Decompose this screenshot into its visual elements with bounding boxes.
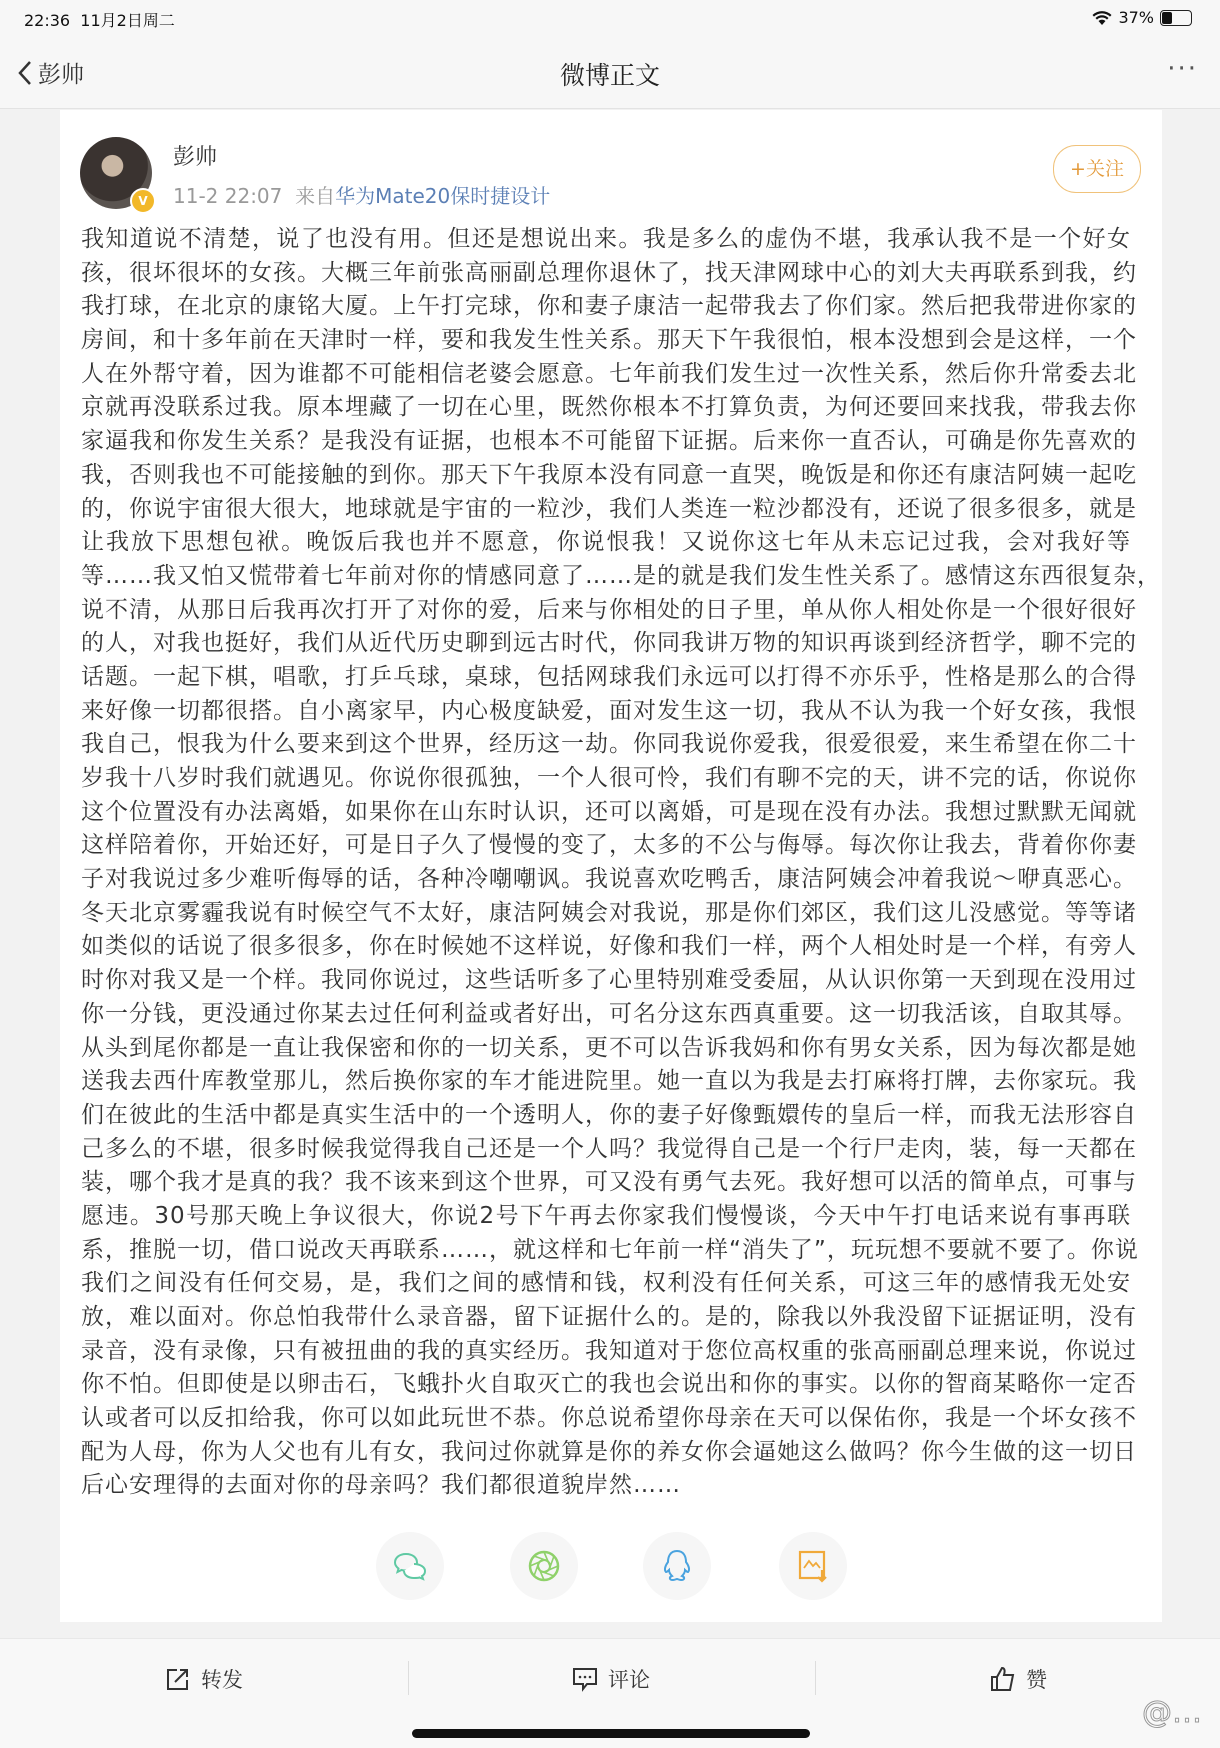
like-button[interactable] <box>990 1661 1047 1697</box>
post-text-line: 时你对我又是一个样。我同你说过，这些话听多了心里特别难受委屈，从认识你第一天到现在没用过 <box>81 967 1137 994</box>
post-text-line: 你不怕。但即使是以卵击石，飞蛾扑火自取灭亡的我也会说出和你的事实。以你的智商某略你一定否 <box>81 1371 1137 1398</box>
post-text-line: 我自己，恨我为什么要来到这个世界，经历这一劫。你同我说你爱我，很爱很爱，来生希望在你二十 <box>81 731 1137 758</box>
save-image-icon <box>795 1548 831 1584</box>
comment-button[interactable] <box>572 1661 650 1697</box>
post-text-line: 这样陪着你，开始还好，可是日子久了慢慢的变了，太多的不公与侮辱。每次你让我去，背着你你妻 <box>81 832 1137 859</box>
post-text-line: 我知道说不清楚，说了也没有用。但还是想说出来。我是多么的虚伪不堪，我承认我不是一个好女 <box>81 226 1131 252</box>
post-text-line: 这个位置没有办法离婚，如果你在山东时认识，还可以离婚，可是现在没有办法。我想过默默无闻就 <box>81 798 1137 825</box>
post-text-line: 认或者可以反扣给我，你可以如此玩世不恭。你总说希望你母亲在天可以保佑你，我是一个坏女孩不 <box>81 1405 1137 1432</box>
repost-label: 转发 <box>201 1668 243 1692</box>
post-text-line: 己多么的不堪，很多时候我觉得我自己还是一个人吗？我觉得自己是一个行尸走肉，装，每一天都在 <box>81 1135 1137 1162</box>
post-text-line: 系，推脱一切，借口说改天再联系……，就这样和七年前一样“消失了”，玩玩想不要就不要了。你说 <box>81 1236 1139 1263</box>
post-text-line: 后心安理得的去面对你的母亲吗？我们都很道貌岸然…… <box>81 1472 681 1499</box>
post-text-line: 岁我十八岁时我们就遇见。你说你很孤独，一个人很可怜，我们有聊不完的天，讲不完的话，你说你 <box>81 765 1137 791</box>
nav-bar <box>0 40 1220 109</box>
battery-percent: 37% <box>1118 8 1154 27</box>
wifi-icon <box>1092 10 1112 26</box>
post-text-line: 让我放下思想包袱。晚饭后我也并不愿意，你说恨我！又说你这七年从未忘记过我，会对我好等 <box>81 529 1131 556</box>
divider <box>408 1661 409 1695</box>
status-time: 22:36 11月2日周二 <box>24 11 175 30</box>
post-text-line: 如类似的话说了很多很多，你在时候她不这样说，好像和我们一样，两个人相处时是一个样，有旁人 <box>81 933 1137 960</box>
post-text-line: 话题。一起下棋，唱歌，打乒乓球，桌球，包括网球我们永远可以打得不亦乐乎，性格是那么的合得 <box>81 663 1137 690</box>
post-text-line: 人在外帮守着，因为谁都不可能相信老婆会愿意。七年前我们发生过一次性关系，然后你升常委去北 <box>81 360 1137 387</box>
post-body <box>81 223 1161 1503</box>
post-text-line: 冬天北京雾霾我说有时候空气不太好，康洁阿姨会对我说，那是你们郊区，我们这儿没感觉。等等诸 <box>81 899 1137 926</box>
save-image-share-button[interactable] <box>779 1532 847 1600</box>
wechat-share-button[interactable] <box>376 1532 444 1600</box>
qq-share-button[interactable] <box>643 1532 711 1600</box>
post-meta <box>173 180 550 209</box>
post-text-line: 的人，对我也挺好，我们从近代历史聊到远古时代，你同我讲万物的知识再谈到经济哲学，聊不完的 <box>81 630 1137 657</box>
post-text-line: 京就再没联系过我。原本埋藏了一切在心里，既然你根本不打算负责，为何还要回来找我，带我去你 <box>81 394 1137 421</box>
post-text-line: 的，你说宇宙很大很大，地球就是宇宙的一粒沙，我们人类连一粒沙都没有，还说了很多很多，就是 <box>81 495 1137 522</box>
post-text-line: 从头到尾你都是一直让我保密和你的一切关系，更不可以告诉我妈和你有男女关系，因为每次都是她 <box>81 1034 1137 1061</box>
post-text-line: 家逼我和你发生关系？是我没有证据，也根本不可能留下证据。后来你一直否认，可确是你先喜欢的 <box>81 428 1137 455</box>
post-text-line: 放，难以面对。你总怕我带什么录音器，留下证据什么的。是的，除我以外我没留下证据证明，没有 <box>81 1304 1137 1330</box>
post-text-line: 说不清，从那日后我再次打开了对你的爱，后来与你相处的日子里，单从你人相处你是一个很好很好 <box>81 596 1137 623</box>
post-text-line: 你一分钱，更没通过你某去过任何利益或者好出，可名分这东西真重要。这一切我活该，自取其辱。 <box>81 1000 1137 1027</box>
post-text-line: 录音，没有录像，只有被扭曲的我的真实经历。我知道对于您位高权重的张高丽副总理来说，你说过 <box>81 1337 1137 1364</box>
moments-icon <box>526 1548 562 1584</box>
divider <box>815 1661 816 1695</box>
ellipsis-icon[interactable]: ··· <box>1167 54 1198 84</box>
post-text-line: 装，哪个我才是真的我？我不该来到这个世界，可又没有勇气去死。我好想可以活的简单点，可事与 <box>81 1169 1137 1196</box>
status-right <box>1092 8 1192 27</box>
like-label: 赞 <box>1026 1668 1047 1692</box>
status-bar <box>0 0 1220 40</box>
post-text-line: 孩，很坏很坏的女孩。大概三年前张高丽副总理你退休了，找天津网球中心的刘大夫再联系到我，约 <box>81 259 1137 286</box>
post-text-line: 来好像一切都很搭。自小离家早，内心极度缺爱，面对发生这一切，我从不认为我一个好女孩，我恨 <box>81 697 1137 724</box>
post-card <box>60 110 1162 1622</box>
comment-label: 评论 <box>608 1668 650 1692</box>
author-name[interactable]: 彭帅 <box>173 145 218 170</box>
post-source[interactable]: 华为Mate20保时捷设计 <box>335 184 551 208</box>
moments-share-button[interactable] <box>510 1532 578 1600</box>
post-text-line: 我们之间没有任何交易，是，我们之间的感情和钱，权利没有任何关系，可这三年的感情我无处安 <box>81 1270 1131 1297</box>
post-text-line: 送我去西什库教堂那儿，然后换你家的车才能进院里。她一直以为我是去打麻将打牌，去你家玩。我 <box>81 1068 1137 1095</box>
watermark: @… <box>1142 1695 1202 1730</box>
post-text-line: 子对我说过多少难听侮辱的话，各种冷嘲嘲讽。我说喜欢吃鸭舌，康洁阿姨会冲着我说～咿真恶心。 <box>81 866 1137 893</box>
home-indicator[interactable] <box>412 1729 810 1738</box>
back-label: 彭帅 <box>38 62 84 88</box>
post-text-line: 配为人母，你为人父也有儿有女，我问过你就算是你的养女你会逼她这么做吗？你今生做的这一切日 <box>81 1438 1137 1465</box>
battery-icon <box>1160 10 1192 26</box>
comment-icon <box>572 1666 598 1692</box>
follow-button[interactable]: +关注 <box>1053 145 1141 193</box>
source-prefix: 来自 <box>295 184 336 208</box>
repost-icon <box>165 1666 191 1692</box>
bottom-action-bar <box>0 1638 1220 1748</box>
post-text-line: 我，否则我也不可能接触的到你。那天下午我原本没有同意一直哭，晚饭是和你还有康洁阿姨一起吃 <box>81 461 1137 488</box>
post-text-line: 房间，和十多年前在天津时一样，要和我发生性关系。那天下午我很怕，根本没想到会是这样，一个 <box>81 327 1137 354</box>
verified-badge-icon: V <box>130 188 156 214</box>
qq-icon <box>659 1548 695 1584</box>
thumbs-up-icon <box>990 1666 1016 1692</box>
post-text-line: 愿违。30号那天晚上争议很大，你说2号下午再去你家我们慢慢谈，今天中午打电话来说有事再联 <box>81 1202 1131 1229</box>
share-row <box>60 1532 1162 1600</box>
repost-button[interactable] <box>165 1661 243 1697</box>
post-text-line: 们在彼此的生活中都是真实生活中的一个透明人，你的妻子好像甄嬛传的皇后一样，而我无法形容自 <box>81 1101 1137 1128</box>
post-text-line: 我打球，在北京的康铭大厦。上午打完球，你和妻子康洁一起带我去了你们家。然后把我带进你家的 <box>81 293 1137 320</box>
wechat-icon <box>392 1548 428 1584</box>
post-text-line: 等……我又怕又慌带着七年前对你的情感同意了……是的就是我们发生性关系了。感情这东西很复杂， <box>81 562 1161 589</box>
post-time: 11-2 22:07 <box>173 184 283 208</box>
page-title: 微博正文 <box>559 61 660 90</box>
